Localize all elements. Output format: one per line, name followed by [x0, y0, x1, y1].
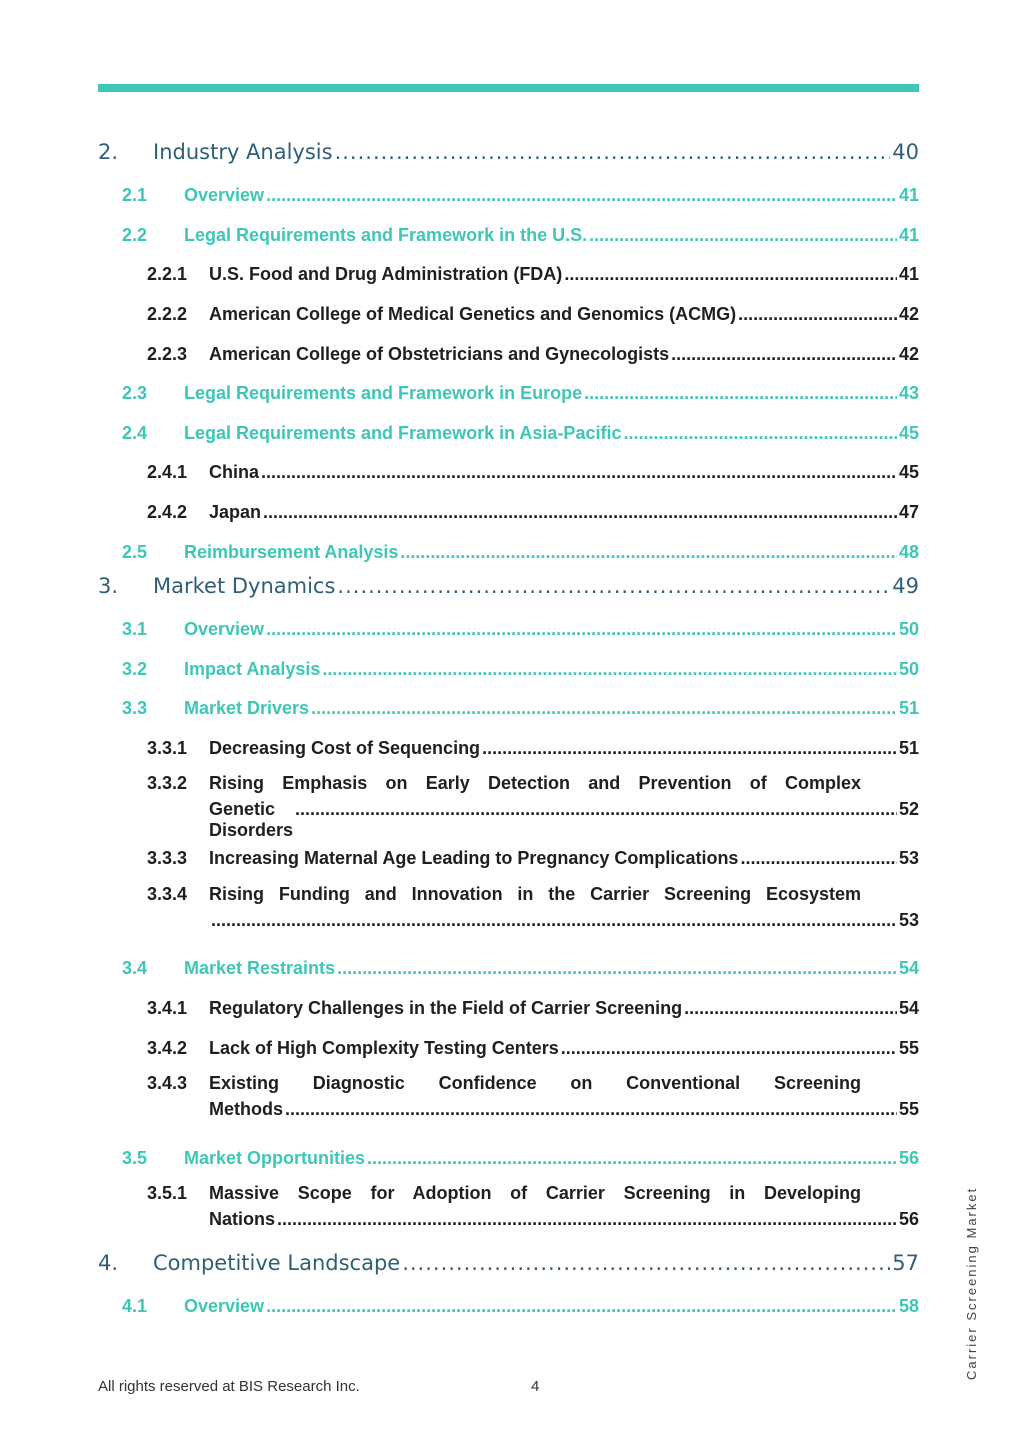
- toc-entry-level2[interactable]: [98, 689, 919, 729]
- toc-entry-level3[interactable]: [98, 295, 919, 335]
- toc-entry-page: 50: [898, 658, 919, 679]
- toc-entry-title: American College of Obstetricians and Gynecologists: [209, 343, 670, 364]
- dot-leader: [263, 502, 897, 523]
- toc-entry-level3[interactable]: [98, 768, 919, 839]
- toc-entry-level2[interactable]: [98, 374, 919, 414]
- toc-entry-page: 54: [898, 997, 919, 1018]
- toc-entry-number: 3.3.3: [147, 848, 188, 869]
- dot-leader: [266, 1296, 897, 1317]
- toc-entry-level2[interactable]: [98, 1287, 919, 1327]
- toc-entry-number: 3.: [98, 573, 119, 598]
- toc-entry-number: 2.4.1: [147, 462, 188, 483]
- toc-entry-page: 41: [898, 185, 919, 206]
- toc-entry-title: Existing Diagnostic Confidence on Conventional Screening: [209, 1072, 861, 1093]
- toc-entry-level3[interactable]: [98, 1068, 919, 1139]
- toc-entry-page: 47: [898, 502, 919, 523]
- toc-entry-number: 3.4.3: [147, 1072, 188, 1093]
- toc-entry-title: U.S. Food and Drug Administration (FDA): [209, 264, 563, 285]
- toc-entry-title: Market Drivers: [184, 698, 310, 719]
- dot-leader: [623, 423, 897, 444]
- toc-entry-number: 4.1: [122, 1295, 148, 1316]
- toc-entry-title: American College of Medical Genetics and Genomics (ACMG): [209, 304, 737, 325]
- dot-leader: [561, 1038, 897, 1059]
- toc-entry-title: China: [209, 462, 260, 483]
- toc-entry-number: 3.5.1: [147, 1183, 188, 1204]
- dot-leader: [337, 574, 890, 598]
- dot-leader: [671, 344, 897, 365]
- dot-leader: [482, 738, 897, 759]
- toc-entry-page: 55: [898, 1037, 919, 1058]
- toc-entry-title: Overview: [184, 185, 265, 206]
- toc-entry-page: 55: [898, 1098, 919, 1119]
- dot-leader: [211, 910, 897, 931]
- toc-entry-title: Impact Analysis: [184, 658, 321, 679]
- toc-entry-page: 42: [898, 304, 919, 325]
- toc-entry-title: Legal Requirements and Framework in Asia-Pacific: [184, 422, 622, 443]
- toc-entry-title: Regulatory Challenges in the Field of Carrier Screening: [209, 997, 683, 1018]
- toc-entry-page: 48: [898, 541, 919, 562]
- toc-entry-level2[interactable]: [98, 610, 919, 650]
- dot-leader: [277, 1209, 897, 1230]
- toc-entry-page: 52: [898, 799, 919, 820]
- toc-entry-title: Market Opportunities: [184, 1147, 366, 1168]
- toc-entry-page: 40: [892, 140, 919, 164]
- toc-entry-title: Increasing Maternal Age Leading to Pregnancy Complications: [209, 848, 739, 869]
- dot-leader: [261, 462, 897, 483]
- toc-entry-page: 51: [898, 738, 919, 759]
- toc-entry-page: 57: [892, 1250, 919, 1275]
- toc-entry-title: Overview: [184, 1295, 265, 1316]
- dot-leader: [266, 185, 897, 206]
- toc-entry-title-continuation: Genetic Disorders: [209, 799, 294, 841]
- dot-leader: [367, 1148, 897, 1169]
- toc-entry-number: 2.2: [122, 224, 148, 245]
- toc-entry-title: Overview: [184, 619, 265, 640]
- toc-entry-number: 3.4.2: [147, 1037, 188, 1058]
- dot-leader: [584, 383, 897, 404]
- toc-entry-title: Massive Scope for Adoption of Carrier Screening in Developing: [209, 1183, 861, 1204]
- toc-entry-level3[interactable]: [98, 879, 919, 950]
- toc-entry-title: Market Dynamics: [153, 573, 336, 598]
- toc-entry-number: 3.3.1: [147, 738, 188, 759]
- toc-entry-page: 41: [898, 224, 919, 245]
- footer-copyright: All rights reserved at BIS Research Inc.: [98, 1378, 360, 1395]
- toc-entry-title: Legal Requirements and Framework in the U.S.: [184, 224, 588, 245]
- toc-entry-page: 53: [898, 848, 919, 869]
- toc-entry-title: Competitive Landscape: [153, 1250, 401, 1275]
- toc-entry-title: Rising Funding and Innovation in the Carrier Screening Ecosystem: [209, 883, 861, 904]
- toc-entry-level2[interactable]: [98, 414, 919, 454]
- toc-entry-title: Japan: [209, 502, 262, 523]
- toc-entry-page: 45: [898, 462, 919, 483]
- toc-entry-title-continuation: Methods: [209, 1098, 283, 1119]
- dot-leader: [311, 698, 897, 719]
- toc-entry-level3[interactable]: [98, 729, 919, 769]
- toc-entry-level3[interactable]: [98, 493, 919, 533]
- dot-leader: [266, 619, 897, 640]
- toc-entry-number: 3.4.1: [147, 997, 188, 1018]
- toc-entry-number: 2.2.1: [147, 264, 188, 285]
- toc-entry-number: 3.5: [122, 1147, 148, 1168]
- toc-entry-level3[interactable]: [98, 839, 919, 879]
- toc-entry-level2[interactable]: [98, 949, 919, 989]
- toc-entry-level2[interactable]: [98, 1138, 919, 1178]
- toc-entry-number: 2.: [98, 140, 119, 164]
- toc-entry-number: 3.2: [122, 658, 148, 679]
- toc-entry-number: 3.1: [122, 619, 148, 640]
- toc-entry-level1[interactable]: [98, 140, 919, 176]
- toc-entry-level1[interactable]: [98, 1251, 919, 1287]
- dot-leader: [285, 1099, 897, 1120]
- toc-entry-page: 53: [898, 909, 919, 930]
- toc-entry-level3[interactable]: [98, 1028, 919, 1068]
- toc-entry-page: 56: [898, 1147, 919, 1168]
- toc-entry-title: Market Restraints: [184, 958, 336, 979]
- toc-entry-number: 3.4: [122, 958, 148, 979]
- toc-entry-level3[interactable]: [98, 255, 919, 295]
- toc-entry-page: 41: [898, 264, 919, 285]
- toc-entry-number: 2.5: [122, 541, 148, 562]
- toc-entry-number: 2.4.2: [147, 502, 188, 523]
- toc-entry-level2[interactable]: [98, 176, 919, 216]
- toc-entry-level3[interactable]: [98, 989, 919, 1029]
- toc-entry-number: 2.2.3: [147, 343, 188, 364]
- dot-leader: [738, 304, 897, 325]
- table-of-contents: [98, 138, 919, 1326]
- toc-entry-page: 49: [892, 573, 919, 598]
- toc-entry-level3[interactable]: [98, 453, 919, 493]
- dot-leader: [322, 659, 897, 680]
- dot-leader: [589, 225, 897, 246]
- dot-leader: [402, 1251, 890, 1275]
- toc-entry-page: 56: [898, 1209, 919, 1230]
- toc-entry-title: Decreasing Cost of Sequencing: [209, 738, 481, 759]
- toc-entry-number: 3.3: [122, 698, 148, 719]
- toc-entry-number: 2.4: [122, 422, 148, 443]
- toc-entry-title: Reimbursement Analysis: [184, 541, 399, 562]
- dot-leader: [337, 958, 897, 979]
- dot-leader: [684, 998, 897, 1019]
- toc-entry-number: 3.3.4: [147, 883, 188, 904]
- side-running-title: Carrier Screening Market: [964, 1186, 979, 1380]
- toc-entry-page: 54: [898, 958, 919, 979]
- toc-entry-title: Rising Emphasis on Early Detection and Prevention of Complex: [209, 773, 861, 794]
- toc-entry-page: 51: [898, 698, 919, 719]
- toc-entry-page: 58: [898, 1295, 919, 1316]
- toc-entry-number: 3.3.2: [147, 773, 188, 794]
- dot-leader: [400, 542, 897, 563]
- top-accent-rule: [98, 84, 919, 92]
- toc-entry-title: Lack of High Complexity Testing Centers: [209, 1037, 559, 1058]
- toc-entry-number: 2.1: [122, 185, 148, 206]
- toc-entry-number: 2.3: [122, 383, 148, 404]
- toc-entry-number: 2.2.2: [147, 304, 188, 325]
- toc-entry-level1[interactable]: [98, 574, 919, 610]
- toc-entry-page: 45: [898, 422, 919, 443]
- toc-entry-page: 42: [898, 343, 919, 364]
- toc-entry-page: 50: [898, 619, 919, 640]
- footer-page-number: 4: [531, 1378, 540, 1395]
- toc-entry-title-continuation: Nations: [209, 1209, 276, 1230]
- toc-entry-page: 43: [898, 383, 919, 404]
- dot-leader: [740, 848, 897, 869]
- toc-entry-level2[interactable]: [98, 650, 919, 690]
- dot-leader: [335, 140, 891, 164]
- dot-leader: [295, 799, 897, 820]
- toc-entry-level3[interactable]: [98, 334, 919, 374]
- toc-entry-level3[interactable]: [98, 1178, 919, 1249]
- toc-entry-level2[interactable]: [98, 216, 919, 256]
- dot-leader: [564, 264, 897, 285]
- toc-entry-level2[interactable]: [98, 532, 919, 572]
- toc-entry-number: 4.: [98, 1250, 119, 1275]
- toc-entry-title: Industry Analysis: [153, 140, 333, 164]
- toc-entry-title: Legal Requirements and Framework in Europe: [184, 383, 583, 404]
